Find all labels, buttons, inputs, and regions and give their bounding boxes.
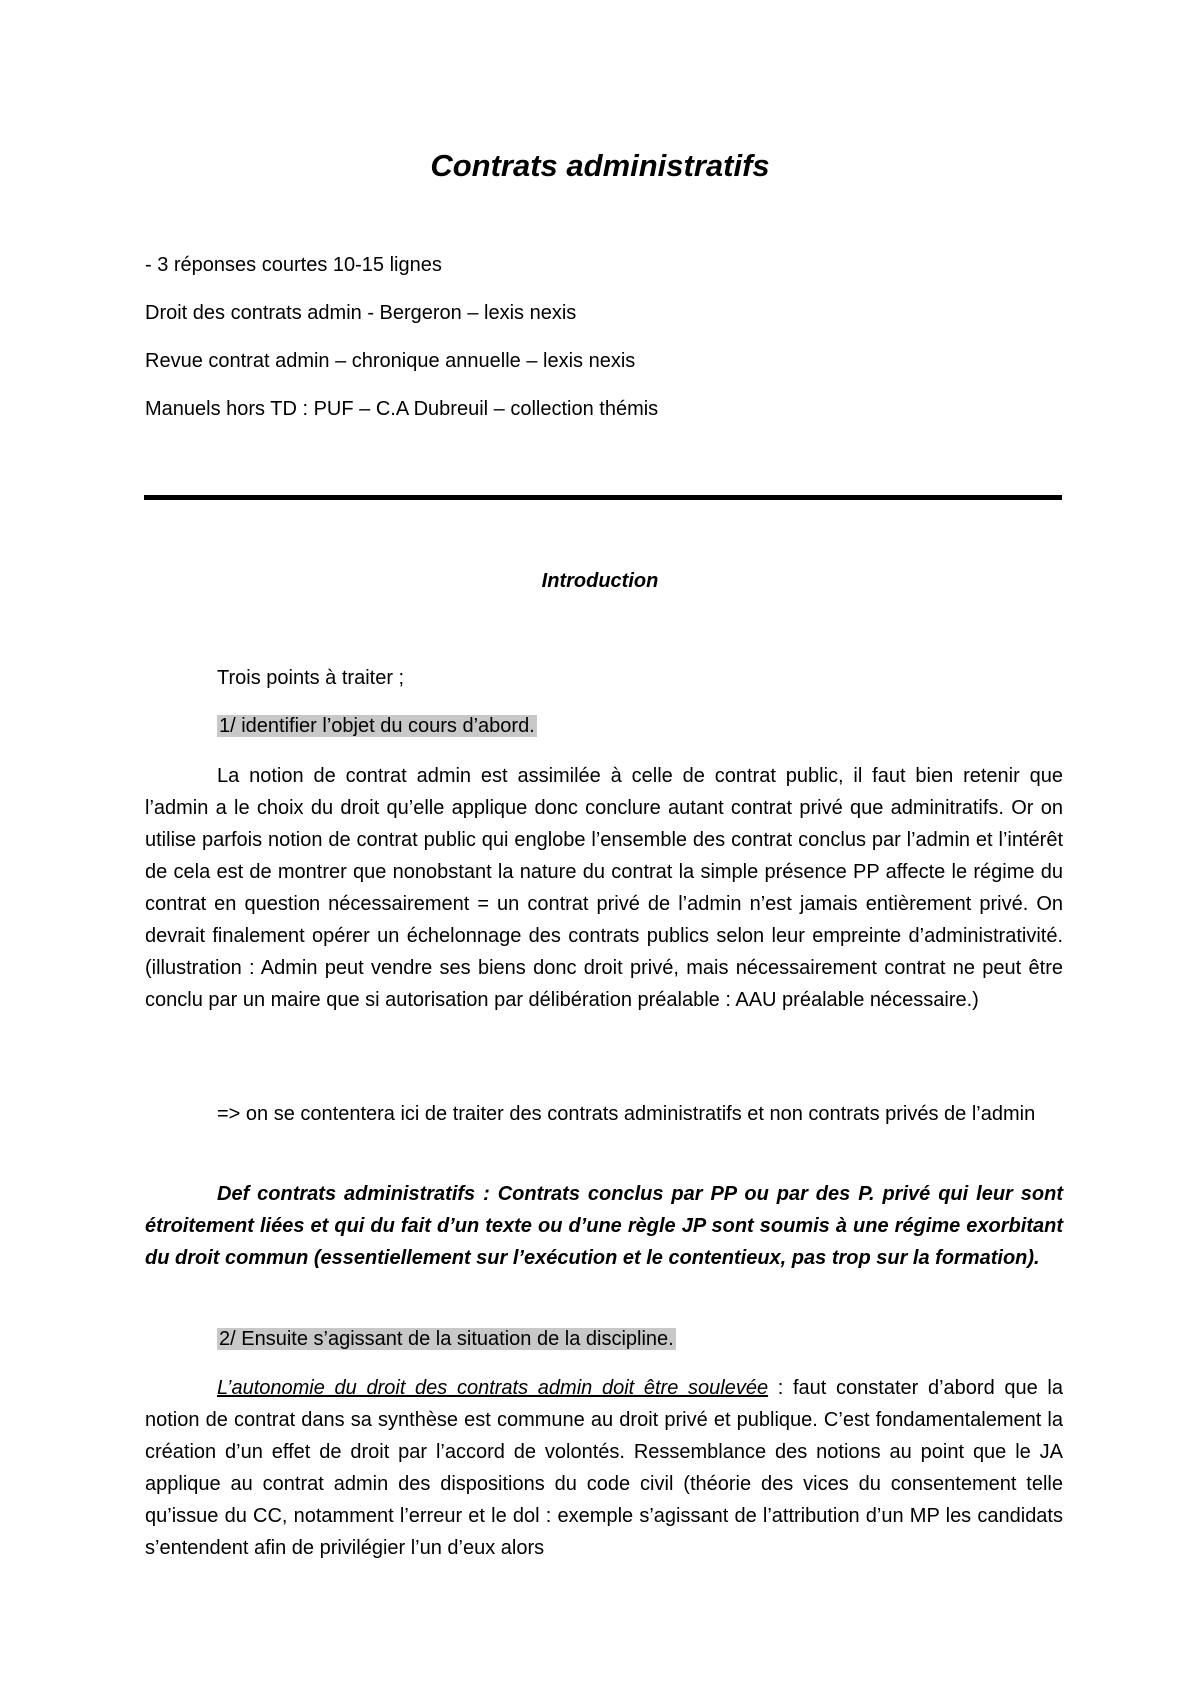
paragraph-1: La notion de contrat admin est assimilée à celle de contrat public, il faut bien retenir que l’admin a le choix du droit qu’elle applique donc conclure autant contrat privé que adminitratifs. Or on utilise parfois notion de contrat public qui englobe l’ensemble des contrat conclus par l’admin et l’intérêt de cela est de montrer que nonobstant la nature du contrat la simple présence PP affecte le régime du contrat en question nécessairement = un contrat privé de l’admin n’est jamais entièrement privé. On devrait finalement opérer un échelonnage des contrats publics selon leur empreinte d’administrativité. (illustration : Admin peut vendre ses biens donc droit privé, mais nécessairement contrat ne peut être conclu par un maire que si autorisation par délibération préalable : AAU préalable nécessaire.) — [145, 765, 1063, 1011]
document-title: Contrats administratifs — [430, 148, 770, 183]
point-2-heading — [217, 1328, 676, 1351]
point-1-heading — [217, 715, 537, 738]
lead-text: Trois points à traiter ; — [217, 667, 405, 689]
paragraph-3 — [145, 1372, 1063, 1564]
reference-line-4: Manuels hors TD : PUF – C.A Dubreuil – collection thémis — [145, 398, 659, 420]
section-title: Introduction — [541, 570, 659, 592]
reference-line-1: - 3 réponses courtes 10-15 lignes — [145, 254, 442, 276]
horizontal-rule — [144, 495, 1062, 500]
definition-paragraph: Def contrats administratifs : Contrats conclus par PP ou par des P. privé qui leur sont étroitement liées et qui du fait d’un texte ou d’une règle JP sont soumis à une régime exorbitant du droit commun (essentiellement sur l’exécution et le contentieux, pas trop sur la formation). — [145, 1183, 1063, 1269]
paragraph-2: => on se contentera ici de traiter des contrats administratifs et non contrats privés de l’admin — [217, 1103, 1036, 1125]
reference-line-3: Revue contrat admin – chronique annuelle – lexis nexis — [145, 350, 636, 372]
paragraph-3-underlined: L’autonomie du droit des contrats admin doit être soulevée — [217, 1377, 769, 1399]
reference-line-2: Droit des contrats admin - Bergeron – lexis nexis — [145, 302, 577, 324]
paragraph-3-text: : faut constater d’abord que la notion de contrat dans sa synthèse est commune au droit privé et publique. C’est fondamentalement la création d’un effet de droit par l’accord de volontés. Ressemblance des notions au point que le JA applique au contrat admin des dispositions du code civil (théorie des vices du consentement telle qu’issue du CC, notamment l’erreur et le dol : exemple s’agissant de l’attribution d’un MP les candidats s’entendent afin de privilégier l’un d’eux alors — [145, 1377, 1063, 1559]
point-2-heading-text: 2/ Ensuite s’agissant de la situation de la discipline. — [219, 1328, 674, 1350]
point-1-heading-text: 1/ identifier l’objet du cours d’abord. — [219, 715, 535, 737]
